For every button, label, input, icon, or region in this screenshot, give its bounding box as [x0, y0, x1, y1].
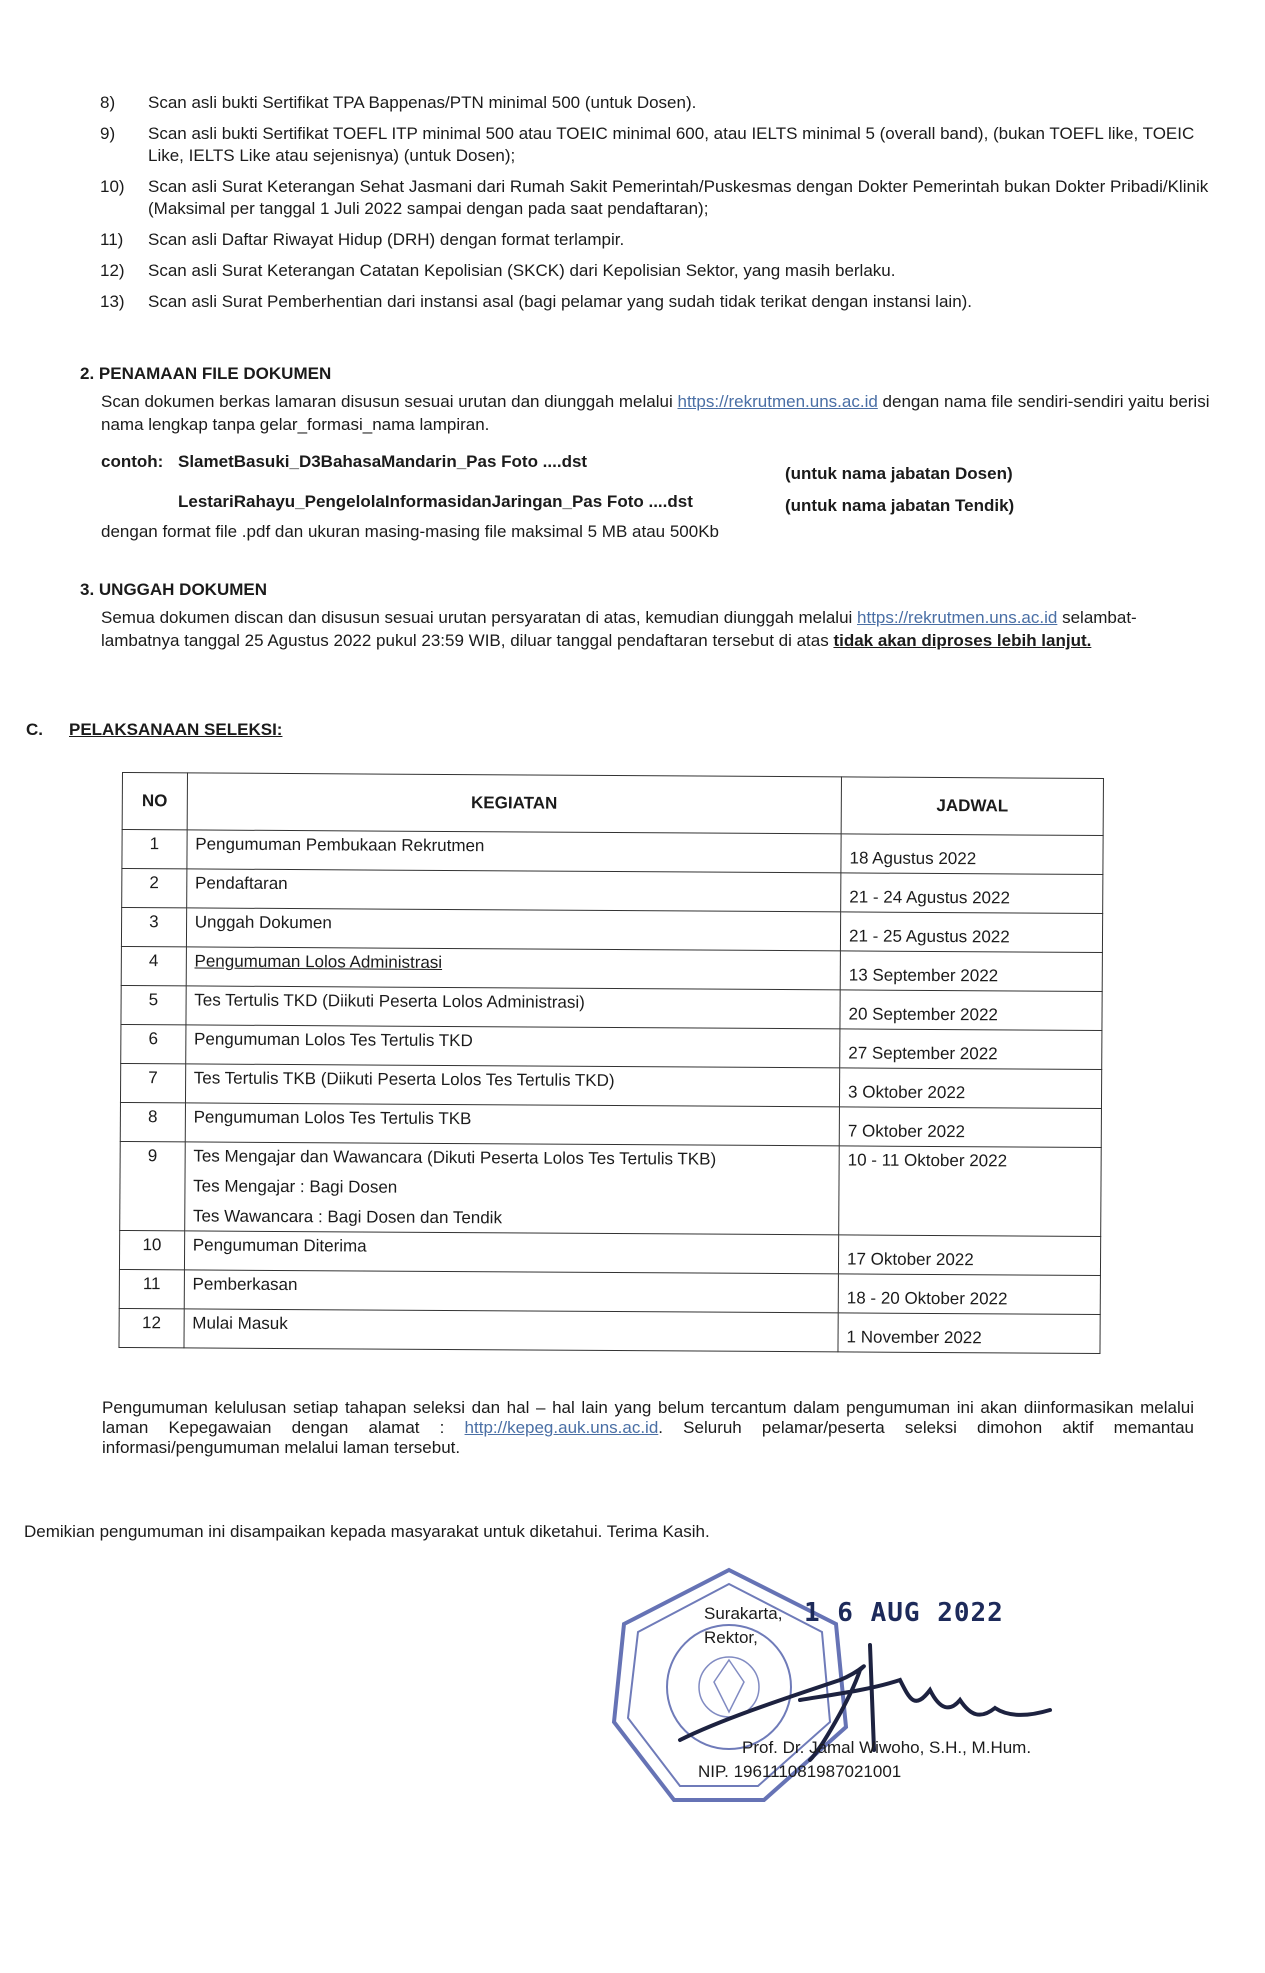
item-number: 10)	[100, 177, 125, 196]
table-row	[121, 1024, 1102, 1069]
cell-jadwal: 17 Oktober 2022	[838, 1235, 1100, 1276]
table-row	[121, 946, 1102, 991]
cell-kegiatan: Tes Tertulis TKD (Diikuti Peserta Lolos Administrasi)	[186, 986, 841, 1029]
paragraph-text: Pengumuman kelulusan setiap tahapan seleksi dan hal – hal lain yang belum tercantum dalam pengumuman ini akan diinformasikan melalui laman Kepegawaian dengan alamat :	[102, 1398, 1194, 1437]
cell-jadwal: 13 September 2022	[840, 951, 1102, 992]
section-paragraph	[80, 390, 1210, 436]
cell-no: 11	[119, 1269, 184, 1308]
cell-no: 3	[121, 908, 186, 947]
paragraph-text: Semua dokumen discan dan disusun sesuai urutan persyaratan di atas, kemudian diunggah melalui	[101, 608, 858, 627]
kepeg-link[interactable]: http://kepeg.auk.uns.ac.id	[464, 1418, 659, 1437]
cell-no: 4	[121, 946, 186, 985]
example-label: contoh:	[101, 452, 164, 471]
cell-jadwal: 18 - 20 Oktober 2022	[838, 1274, 1100, 1315]
example-note-dosen: (untuk nama jabatan Dosen)	[785, 464, 1013, 483]
list-item	[100, 260, 1220, 282]
item-text: Scan asli bukti Sertifikat TOEFL ITP minimal 500 atau TOEIC minimal 600, atau IELTS minimal 5 (overall band), (bukan TOEFL like, TOEIC Like, IELTS Like atau sejenisnya) (untuk Dosen);	[148, 124, 1195, 165]
table-row	[121, 908, 1102, 953]
section-c-heading	[26, 720, 282, 740]
cell-kegiatan: Tes Tertulis TKB (Diikuti Peserta Lolos Tes Tertulis TKD)	[185, 1064, 840, 1107]
city-text: Surakarta,	[704, 1604, 783, 1623]
item-number: 8)	[100, 93, 116, 112]
item-text: Scan asli Surat Keterangan Catatan Kepolisian (SKCK) dari Kepolisian Sektor, yang masih berlaku.	[148, 261, 896, 280]
cell-jadwal: 7 Oktober 2022	[839, 1107, 1101, 1148]
section-file-naming	[80, 364, 1210, 436]
table-row	[119, 1269, 1100, 1314]
cell-jadwal: 21 - 25 Agustus 2022	[840, 912, 1102, 953]
activity-subtext: Tes Wawancara : Bagi Dosen dan Tendik	[192, 1206, 503, 1228]
cell-kegiatan: Unggah Dokumen	[186, 908, 841, 951]
cell-jadwal: 20 September 2022	[840, 990, 1102, 1031]
example-filename-dosen: SlametBasuki_D3BahasaMandarin_Pas Foto ....dst	[178, 452, 588, 471]
item-number: 13)	[100, 292, 125, 311]
item-text: Scan asli bukti Sertifikat TPA Bappenas/PTN minimal 500 (untuk Dosen).	[148, 93, 697, 112]
paragraph-text: . Seluruh pelamar/peserta seleksi dimohon aktif memantau informasi/pengumuman melalui laman tersebut.	[102, 1418, 1194, 1457]
signer-name: Prof. Dr. Jamal Wiwoho, S.H., M.Hum.	[742, 1738, 1032, 1757]
section-letter: C.	[26, 720, 43, 739]
cell-no: 6	[121, 1024, 186, 1063]
thanks-line: Demikian pengumuman ini disampaikan kepada masyarakat untuk diketahui. Terima Kasih.	[24, 1522, 710, 1541]
handwritten-signature-icon	[660, 1640, 1080, 1780]
cell-kegiatan: Pengumuman Lolos Tes Tertulis TKD	[185, 1025, 840, 1068]
position-text: Rektor,	[704, 1628, 758, 1647]
item-number: 9)	[100, 124, 116, 143]
section-paragraph	[80, 606, 1210, 652]
item-number: 11)	[100, 230, 124, 249]
schedule-table	[118, 772, 1104, 1354]
header-kegiatan: KEGIATAN	[187, 773, 842, 834]
cell-jadwal: 10 - 11 Oktober 2022	[839, 1146, 1102, 1237]
table-header-row	[122, 773, 1103, 836]
cell-no: 1	[122, 830, 187, 869]
cell-jadwal: 27 September 2022	[840, 1029, 1102, 1070]
list-item	[100, 291, 1220, 313]
requirements-list	[100, 92, 1220, 322]
cell-jadwal: 21 - 24 Agustus 2022	[841, 873, 1103, 914]
item-text: Scan asli Surat Keterangan Sehat Jasmani dari Rumah Sakit Pemerintah/Puskesmas dengan Dokter Pemerintah bukan Dokter Pribadi/Klinik (Maksimal per tanggal 1 Juli 2022 sampai dengan pada saat pendaftaran);	[148, 177, 1209, 218]
table-row	[122, 830, 1103, 875]
cell-jadwal: 18 Agustus 2022	[841, 834, 1103, 875]
section-heading: 2. PENAMAAN FILE DOKUMEN	[80, 364, 332, 383]
section-upload	[80, 580, 1210, 652]
header-no: NO	[122, 773, 187, 830]
example-note-tendik: (untuk nama jabatan Tendik)	[785, 496, 1015, 515]
item-text: Scan asli Daftar Riwayat Hidup (DRH) dengan format terlampir.	[148, 230, 625, 249]
cell-no: 8	[120, 1102, 185, 1141]
emphasis-text: tidak akan diproses lebih lanjut.	[833, 631, 1092, 650]
example-filename-tendik: LestariRahayu_PengelolaInformasidanJaringan_Pas Foto ....dst	[178, 492, 693, 511]
cell-kegiatan: Pengumuman Diterima	[184, 1231, 839, 1274]
item-number: 12)	[100, 261, 125, 280]
cell-kegiatan: Mulai Masuk	[184, 1309, 839, 1352]
header-jadwal: JADWAL	[841, 777, 1103, 836]
list-item	[100, 229, 1220, 251]
paragraph-text: selambat-lambatnya tanggal 25 Agustus 2022 pukul 23:59 WIB, diluar tanggal pendaftaran tersebut di atas	[101, 608, 1137, 650]
cell-no: 10	[119, 1230, 184, 1269]
table-row	[119, 1230, 1100, 1275]
cell-jadwal: 1 November 2022	[838, 1313, 1100, 1354]
cell-no: 5	[121, 985, 186, 1024]
cell-no: 9	[120, 1141, 185, 1230]
activity-subtext: Tes Mengajar : Bagi Dosen	[193, 1176, 398, 1197]
signer-nip: NIP. 196111081987021001	[698, 1762, 902, 1781]
table-row	[120, 1102, 1101, 1147]
section-title: PELAKSANAAN SELEKSI:	[69, 720, 283, 739]
date-stamp: 1 6 AUG 2022	[804, 1598, 1004, 1628]
cell-kegiatan: Pengumuman Lolos Administrasi	[186, 947, 841, 990]
table-row	[119, 1308, 1100, 1353]
table-row	[120, 1063, 1101, 1108]
closing-paragraph	[102, 1398, 1194, 1458]
table-row	[122, 869, 1103, 914]
table-row	[121, 985, 1102, 1030]
table-row	[120, 1141, 1102, 1236]
cell-kegiatan: Pengumuman Pembukaan Rekrutmen	[187, 830, 842, 873]
format-note: dengan format file .pdf dan ukuran masing-masing file maksimal 5 MB atau 500Kb	[101, 522, 719, 541]
list-item	[100, 176, 1220, 220]
paragraph-text: Scan dokumen berkas lamaran disusun sesuai urutan dan diunggah melalui	[101, 392, 678, 411]
list-item	[100, 123, 1220, 167]
paragraph-text: dengan nama file sendiri-sendiri yaitu berisi nama lengkap tanpa gelar_formasi_nama lampiran.	[101, 392, 1210, 434]
item-text: Scan asli Surat Pemberhentian dari instansi asal (bagi pelamar yang sudah tidak terikat dengan instansi lain).	[148, 292, 973, 311]
cell-kegiatan	[184, 1142, 839, 1235]
cell-jadwal: 3 Oktober 2022	[839, 1068, 1101, 1109]
list-item	[100, 92, 1220, 114]
activity-text: Tes Mengajar dan Wawancara (Dikuti Peserta Lolos Tes Tertulis TKB)	[193, 1146, 717, 1169]
cell-no: 2	[122, 869, 187, 908]
rekrutmen-link[interactable]: https://rekrutmen.uns.ac.id	[857, 608, 1058, 627]
cell-no: 12	[119, 1308, 184, 1347]
section-heading: 3. UNGGAH DOKUMEN	[80, 580, 268, 599]
cell-kegiatan: Pengumuman Lolos Tes Tertulis TKB	[185, 1103, 840, 1146]
cell-no: 7	[120, 1063, 185, 1102]
rekrutmen-link[interactable]: https://rekrutmen.uns.ac.id	[677, 392, 878, 411]
cell-kegiatan: Pendaftaran	[186, 869, 841, 912]
cell-kegiatan: Pemberkasan	[184, 1270, 839, 1313]
